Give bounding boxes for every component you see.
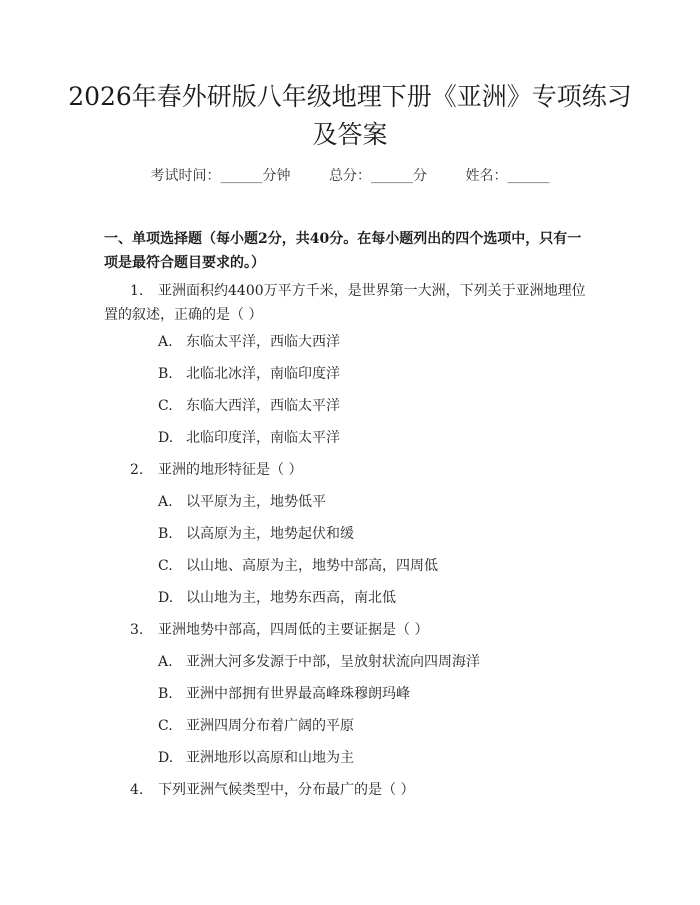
question-number: 4. (130, 782, 144, 798)
option-text: 亚洲中部拥有世界最高峰珠穆朗玛峰 (186, 686, 410, 702)
option-letter: B. (158, 526, 173, 542)
option-letter: B. (158, 686, 173, 702)
option-letter: C. (158, 718, 173, 734)
option-letter: C. (158, 398, 173, 414)
question-1-option-a (158, 332, 578, 352)
option-text: 以山地、高原为主，地势中部高，四周低 (186, 558, 438, 574)
option-text: 北临印度洋，南临太平洋 (186, 430, 340, 446)
question-stem: 亚洲的地形特征是（ ） (158, 462, 303, 478)
option-text: 亚洲四周分布着广阔的平原 (186, 718, 354, 734)
option-letter: A. (158, 334, 173, 350)
question-3-option-b (158, 684, 578, 704)
exam-meta (0, 166, 700, 186)
question-2-option-b (158, 524, 578, 544)
option-text: 东临大西洋，西临太平洋 (186, 398, 340, 414)
option-text: 亚洲大河多发源于中部，呈放射状流向四周海洋 (186, 654, 480, 670)
question-1-option-c (158, 396, 578, 416)
question-stem: 下列亚洲气候类型中，分布最广的是（ ） (158, 782, 415, 798)
option-text: 以高原为主，地势起伏和缓 (186, 526, 354, 542)
question-2 (104, 458, 594, 482)
document-title: 2026年春外研版八年级地理下册《亚洲》专项练习及答案 (68, 82, 632, 149)
exam-total-score: 总分：______分 (329, 168, 427, 184)
question-3-option-a (158, 652, 578, 672)
question-2-option-a (158, 492, 578, 512)
exam-time: 考试时间：______分钟 (150, 168, 291, 184)
option-text: 以平原为主，地势低平 (186, 494, 326, 510)
question-3 (104, 618, 594, 642)
question-4 (104, 778, 594, 802)
exam-student-name: 姓名：______ (465, 168, 550, 184)
option-text: 北临北冰洋，南临印度洋 (186, 366, 340, 382)
option-letter: D. (158, 590, 174, 606)
option-text: 东临太平洋，西临大西洋 (186, 334, 340, 350)
question-1-option-d (158, 428, 578, 448)
option-letter: D. (158, 430, 174, 446)
question-stem: 亚洲面积约4400万平方千米，是世界第一大洲，下列关于亚洲地理位置的叙述，正确的是（ ） (104, 283, 586, 323)
question-1-option-b (158, 364, 578, 384)
question-stem: 亚洲地势中部高，四周低的主要证据是（ ） (158, 622, 429, 638)
option-letter: B. (158, 366, 173, 382)
option-letter: A. (158, 494, 173, 510)
question-3-option-c (158, 716, 578, 736)
question-2-option-d (158, 588, 578, 608)
question-2-option-c (158, 556, 578, 576)
option-text: 亚洲地形以高原和山地为主 (186, 750, 354, 766)
question-1 (104, 279, 594, 327)
question-number: 3. (130, 622, 144, 638)
question-3-option-d (158, 748, 578, 768)
question-number: 1. (130, 283, 144, 299)
option-letter: D. (158, 750, 174, 766)
option-letter: C. (158, 558, 173, 574)
section-heading: 一、单项选择题（每小题2分，共40分。在每小题列出的四个选项中，只有一项是最符合题目要求的。） (104, 231, 582, 271)
option-letter: A. (158, 654, 173, 670)
option-text: 以山地为主，地势东西高，南北低 (186, 590, 396, 606)
question-number: 2. (130, 462, 144, 478)
